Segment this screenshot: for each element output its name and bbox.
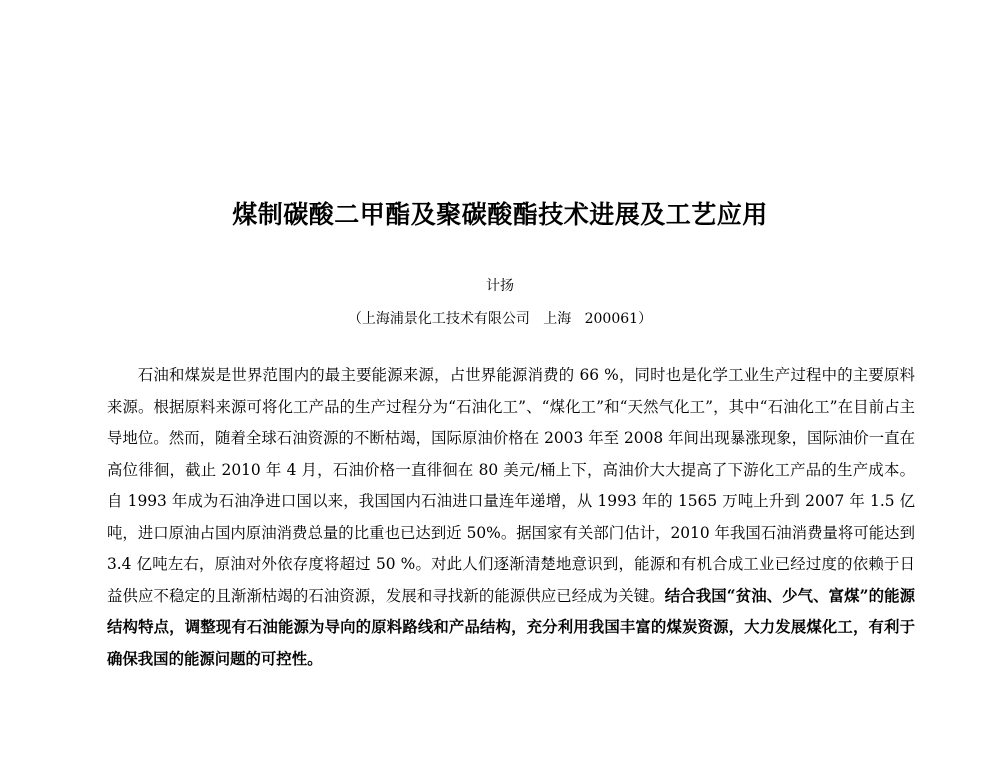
paragraph-bold-text: 结合我国“贫油、少气、富煤”的能源结构特点，调整现有石油能源为导向的原料路线和产品结构，充分利用我国丰富的煤炭资源，大力发展煤化工，有利于确保我国的能源问题的可控性。	[107, 586, 915, 668]
body-paragraph	[107, 360, 915, 675]
paper-title: 煤制碳酸二甲酯及聚碳酸酯技术进展及工艺应用	[232, 200, 768, 229]
author-affiliation: （上海浦景化工技术有限公司 上海 200061）	[347, 311, 653, 327]
paragraph-regular-text: 石油和煤炭是世界范围内的最主要能源来源，占世界能源消费的 66 %，同时也是化学工业生产过程中的主要原料来源。根据原料来源可将化工产品的生产过程分为“石油化工”、“煤化工”和“天然气化工”，其中“石油化工”在目前占主导地位。然而，随着全球石油资源的不断枯竭，国际原油价格在 2003 年至 2008 年间出现暴涨现象，国际油价一直在高位徘徊，截止 2010 年 4 月，石油价格一直徘徊在 80 美元/桶上下，高油价大大提高了下游化工产品的生产成本。自 1993 年成为石油净进口国以来，我国国内石油进口量连年递增，从 1993 年的 1565 万吨上升到 2007 年 1.5 亿吨，进口原油占国内原油消费总量的比重也已达到近 50%。据国家有关部门估计，2010 年我国石油消费量将可能达到 3.4 亿吨左右，原油对外依存度将超过 50 %。对此人们逐渐清楚地意识到，能源和有机合成工业已经过度的依赖于日益供应不稳定的且渐渐枯竭的石油资源，发展和寻找新的能源供应已经成为关键。	[107, 366, 915, 605]
author-name: 计扬	[486, 278, 514, 294]
